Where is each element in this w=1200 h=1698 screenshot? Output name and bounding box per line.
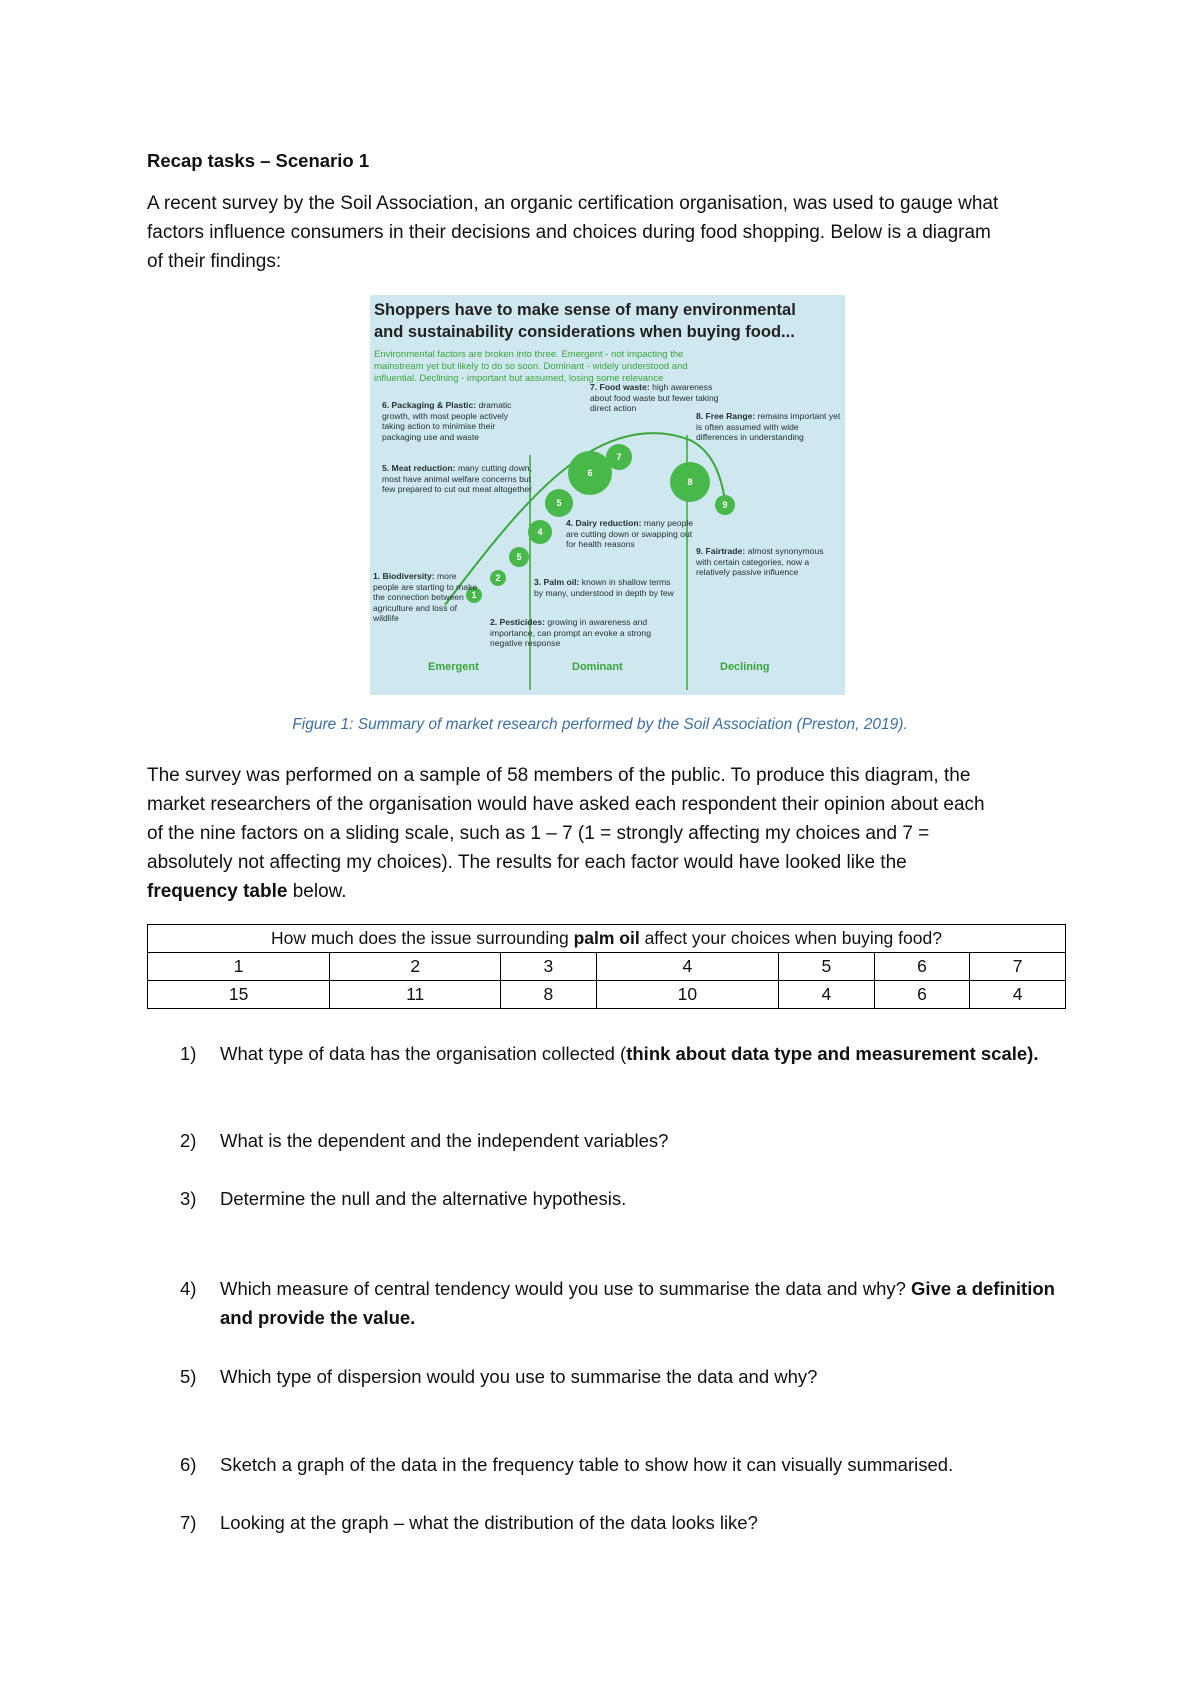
figure-caption: Figure 1: Summary of market research performed by the Soil Association (Preston, 2019).	[292, 716, 908, 733]
factor-7-label: 7. Food waste: high awareness about food waste but fewer taking direct action	[590, 382, 719, 413]
para2-line-2: market researchers of the organisation would have asked each respondent their opinion about each	[147, 794, 985, 815]
scale-cell: 7	[970, 953, 1066, 981]
factor-4-label: 4. Dairy reduction: many people are cutting down or swapping out for health reasons	[566, 518, 694, 549]
scale-cell: 2	[330, 953, 501, 981]
marker-label-4: 4	[537, 527, 543, 537]
marker-label-6: 6	[587, 468, 593, 478]
factor-3-label: 3. Palm oil: known in shallow terms by many, understood in depth by few	[534, 577, 674, 598]
page-heading: Recap tasks – Scenario 1	[147, 150, 370, 171]
figure-subtitle: Environmental factors are broken into three. Emergent - not impacting the mainstream yet but likely to do so soon. Dominant - widely understood and influential. Declining - important but assumed, losing some relevance	[374, 349, 688, 384]
scale-cell: 5	[779, 953, 875, 981]
marker-label-1: 1	[471, 590, 477, 600]
scale-cell: 3	[501, 953, 597, 981]
zone-emergent: Emergent	[428, 661, 479, 673]
figure-title: Shoppers have to make sense of many environmental and sustainability considerations when buying food...	[374, 301, 796, 341]
para2-line-4: absolutely not affecting my choices). The results for each factor would have looked like the	[147, 852, 907, 873]
factor-5-label: 5. Meat reduction: many cutting down, most have animal welfare concerns but few prepared to cut out meat altogether	[382, 463, 533, 494]
factor-2-label: 2. Pesticides: growing in awareness and importance, can prompt an evoke a strong negative response	[490, 617, 651, 648]
marker-label-7: 7	[616, 452, 622, 462]
table-header: How much does the issue surrounding palm oil affect your choices when buying food?	[148, 925, 1066, 953]
marker-label-8: 8	[687, 477, 693, 487]
factor-1-label: 1. Biodiversity: more people are starting to make the connection between agriculture and loss of wildlife	[373, 571, 478, 623]
count-cell: 6	[874, 981, 970, 1009]
factor-9-label: 9. Fairtrade: almost synonymous with certain categories, now a relatively passive influence	[696, 546, 824, 577]
marker-label-9: 9	[722, 500, 728, 510]
marker-label-5: 5	[556, 498, 562, 508]
intro-line-1: A recent survey by the Soil Association, an organic certification organisation, was used to gauge what	[147, 193, 999, 214]
count-cell: 8	[501, 981, 597, 1009]
para2-line-1: The survey was performed on a sample of 58 members of the public. To produce this diagram, the	[147, 765, 971, 786]
marker-label-3: 5	[516, 552, 522, 562]
marker-label-2: 2	[495, 573, 501, 583]
zone-dominant: Dominant	[572, 661, 623, 673]
table-header-row	[148, 925, 1066, 953]
table-row-scale	[148, 953, 1066, 981]
frequency-table	[147, 924, 1066, 1009]
scale-cell: 1	[148, 953, 330, 981]
count-cell: 11	[330, 981, 501, 1009]
para2-line-5: frequency table below.	[147, 881, 347, 902]
scale-cell: 6	[874, 953, 970, 981]
factor-8-label: 8. Free Range: remains important yet is often assumed with wide differences in understanding	[696, 411, 841, 442]
intro-line-2: factors influence consumers in their decisions and choices during food shopping. Below is a diagram	[147, 222, 991, 243]
scale-cell: 4	[596, 953, 778, 981]
document-page: Recap tasks – Scenario 1 A recent survey by the Soil Association, an organic certification organisation, was used to gauge what factors influence consumers in their decisions and choices during food shopping. Below is a diagram of their findings: 1 2 5 4 5 6 7 8 9 Shoppers have to make sense of many environmental and sustainability considerations when buying food... Environmental factors are broken into three. Emergent - not impacting the mainstream yet but likely to do so soon. Dominant - widely understood and influential. Declining - important but assumed, losing some relevance 6. Packaging & Plastic: dramatic growth, with most people actively taking action to minimise their packaging use and waste 7. Food waste: high awareness about food waste but fewer taking direct action 8. Free Range: remains important yet is often assumed with wide differences in understanding 5. Meat reduction: many cutting down, most have animal welfare concerns but few prepared to cut out meat altogether 4. Dairy reduction: many people are cutting down or swapping out for health reasons 9. Fairtrade: almost synonymous with certain categories, now a relatively passive influence 1. Biodiversity: more people are starting to make the connection between agriculture and loss of wildlife 3. Palm oil: known in shallow terms by many, understood in depth by few 2. Pesticides: growing in awareness and importance, can prompt an evoke a strong negative response Emergent Dominant Declining Figure 1: Summary of market research performed by the Soil Association (Preston, 2019). The survey was performed on a sample of 58 members of the public. To produce this diagram, the market researchers of the organisation would have asked each respondent their opinion about each of the nine factors on a sliding scale, such as 1 – 7 (1 = strongly affecting my choices and 7 = absolutely not affecting my choices). The results for each factor would have looked like the frequency table below. How much does the issue surrounding palm oil affect your choices when buying food? 1 2 3 4 5 6 7 15 11 8 10 4 6 4 1) What type of data has the organisation collected (think about data type and measurement scale). 2) What is the dependent and the independent variables? 3) Determine the null and the alternative hypothesis. 4) Which measure of central tendency would you use to summarise the data and why? Give a definition and provide the value. 5) Which type of dispersion would you use to summarise the data and why? 6) Sketch a graph of the data in the frequency table to show how it can visually summarised. 7) Looking at the graph – what the distribution of the data looks like?	[0, 0, 1200, 1698]
market-research-figure	[370, 295, 845, 695]
count-cell: 4	[970, 981, 1066, 1009]
count-cell: 10	[596, 981, 778, 1009]
table-row-counts	[148, 981, 1066, 1009]
zone-declining: Declining	[720, 661, 770, 673]
factor-6-label: 6. Packaging & Plastic: dramatic growth, with most people actively taking action to minimise their packaging use and waste	[382, 400, 512, 442]
intro-line-3: of their findings:	[147, 251, 282, 272]
count-cell: 15	[148, 981, 330, 1009]
para2-line-3: of the nine factors on a sliding scale, such as 1 – 7 (1 = strongly affecting my choices and 7 =	[147, 823, 930, 844]
count-cell: 4	[779, 981, 875, 1009]
